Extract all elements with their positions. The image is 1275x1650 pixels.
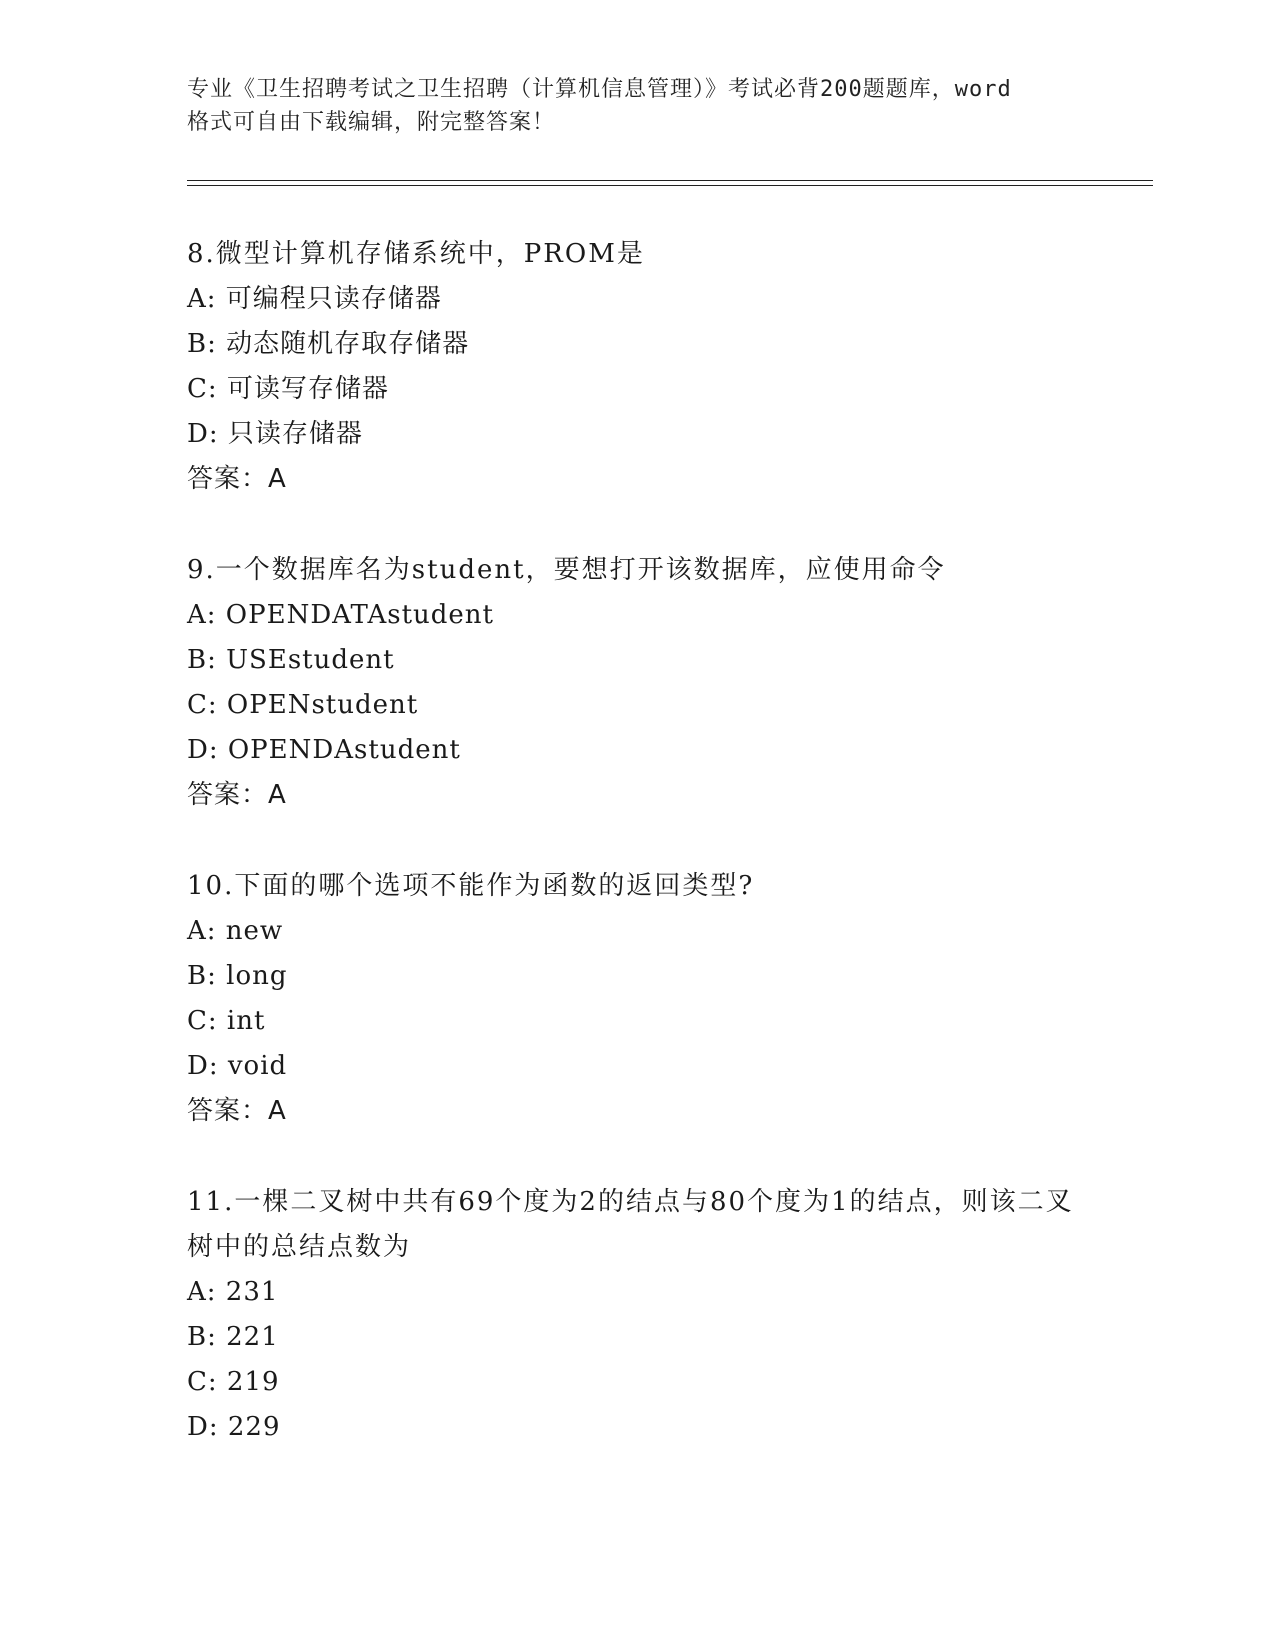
option-c: C: 可读写存储器 xyxy=(187,374,389,404)
header-line-1: 专业《卫生招聘考试之卫生招聘（计算机信息管理）》考试必背200题题库，word xyxy=(187,77,1012,102)
option-b: B: long xyxy=(187,961,288,991)
question-11 xyxy=(187,1180,1087,1450)
question-title: 11.一棵二叉树中共有69个度为2的结点与80个度为1的结点，则该二叉树中的总结点数为 xyxy=(187,1187,1074,1262)
answer-label: 答案：A xyxy=(187,464,287,494)
header-line-2: 格式可自由下载编辑，附完整答案！ xyxy=(187,110,556,135)
question-8 xyxy=(187,232,1087,502)
option-b: B: USEstudent xyxy=(187,645,395,675)
document-header xyxy=(187,73,1087,139)
question-9 xyxy=(187,548,1087,818)
header-divider-bottom xyxy=(187,185,1153,186)
option-b: B: 221 xyxy=(187,1322,279,1352)
question-title: 10.下面的哪个选项不能作为函数的返回类型? xyxy=(187,871,755,901)
option-d: D: void xyxy=(187,1051,288,1081)
option-a: A: 231 xyxy=(187,1277,279,1307)
question-10 xyxy=(187,864,1087,1134)
option-a: A: OPENDATAstudent xyxy=(187,600,494,630)
question-title: 9.一个数据库名为student，要想打开该数据库，应使用命令 xyxy=(187,555,946,585)
option-b: B: 动态随机存取存储器 xyxy=(187,329,470,359)
option-d: D: 229 xyxy=(187,1412,281,1442)
option-d: D: OPENDAstudent xyxy=(187,735,461,765)
option-a: A: new xyxy=(187,916,284,946)
option-c: C: 219 xyxy=(187,1367,280,1397)
option-c: C: OPENstudent xyxy=(187,690,419,720)
option-c: C: int xyxy=(187,1006,266,1036)
answer-label: 答案：A xyxy=(187,780,287,810)
header-divider-top xyxy=(187,180,1153,181)
option-d: D: 只读存储器 xyxy=(187,419,363,449)
option-a: A: 可编程只读存储器 xyxy=(187,284,442,314)
answer-label: 答案：A xyxy=(187,1096,287,1126)
question-title: 8.微型计算机存储系统中，PROM是 xyxy=(187,239,645,269)
